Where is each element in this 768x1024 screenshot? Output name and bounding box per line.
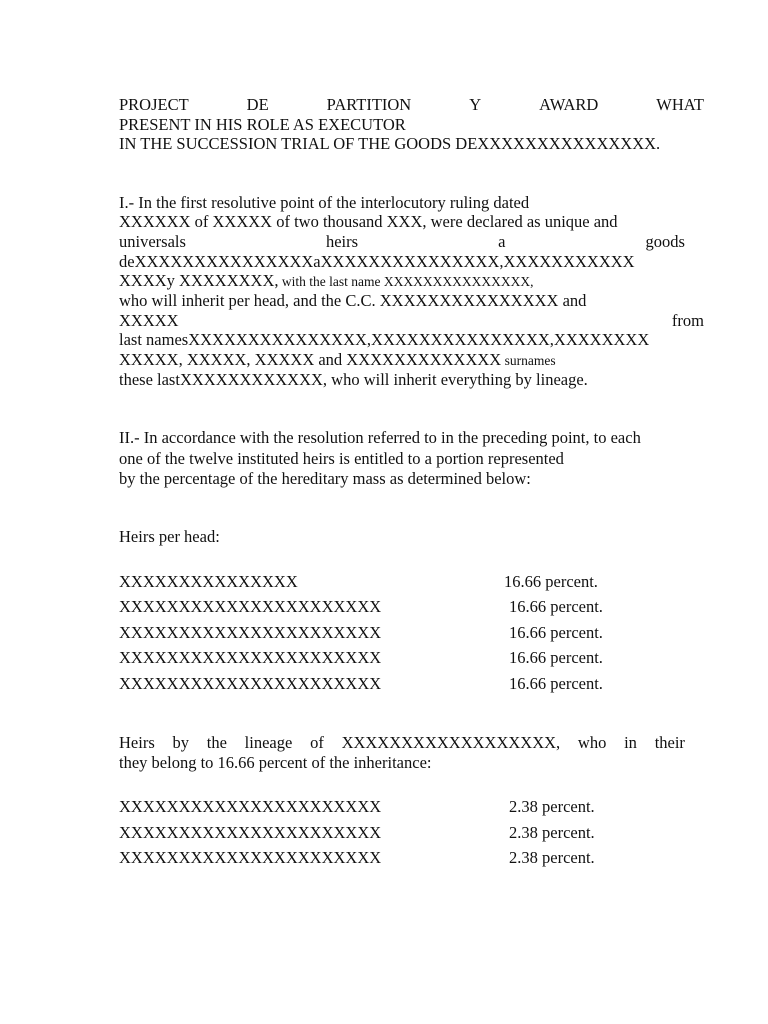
lineage-word: XXXXXXXXXXXXXXXXXX, [341, 733, 561, 752]
section-1-line-9-main: XXXXX, XXXXX, XXXXX and XXXXXXXXXXXXX [119, 350, 502, 369]
heir-name: XXXXXXXXXXXXXXX [119, 572, 298, 591]
heir-share: 16.66 percent. [509, 597, 603, 616]
section-1-line-5-main: XXXXy XXXXXXXX, [119, 271, 279, 290]
lineage-word: their [654, 733, 685, 752]
section-1-line-2: XXXXXX of XXXXX of two thousand XXX, were declared as unique and [119, 212, 618, 231]
heirs-by-lineage-line-1 [119, 733, 685, 753]
section-1-line-5-small: with the last name XXXXXXXXXXXXXXX, [278, 274, 534, 289]
heir-name: XXXXXXXXXXXXXXXXXXXXXX [119, 623, 382, 642]
section-1-line-7-right: from [671, 311, 704, 330]
section-2-line-1: II.- In accordance with the resolution referred to in the preceding point, to each [119, 428, 641, 447]
section-1-word: goods [645, 232, 685, 251]
lineage-heir-name: XXXXXXXXXXXXXXXXXXXXXX [119, 848, 382, 867]
heir-name: XXXXXXXXXXXXXXXXXXXXXX [119, 648, 382, 667]
section-1-line-8: last namesXXXXXXXXXXXXXXX,XXXXXXXXXXXXXXX,XXXXXXXX [119, 330, 650, 349]
section-1-line-9 [119, 350, 556, 371]
lineage-heir-share: 2.38 percent. [509, 797, 595, 816]
lineage-heir-share: 2.38 percent. [509, 823, 595, 842]
section-1-word: universals [119, 232, 186, 251]
section-1-line-7 [119, 311, 704, 331]
lineage-word: the [206, 733, 227, 752]
section-1-word: a [498, 232, 506, 251]
title-word: DE [246, 95, 269, 114]
heir-share: 16.66 percent. [509, 623, 603, 642]
heir-name: XXXXXXXXXXXXXXXXXXXXXX [119, 674, 382, 693]
heirs-per-head-label: Heirs per head: [119, 527, 220, 546]
lineage-heir-name: XXXXXXXXXXXXXXXXXXXXXX [119, 797, 382, 816]
title-word: PARTITION [326, 95, 412, 114]
lineage-word: by [172, 733, 189, 752]
section-1-line-3 [119, 232, 685, 252]
section-2-line-2: one of the twelve instituted heirs is entitled to a portion represented [119, 449, 564, 468]
heir-name: XXXXXXXXXXXXXXXXXXXXXX [119, 597, 382, 616]
lineage-heir-share: 2.38 percent. [509, 848, 595, 867]
lineage-word: lineage [244, 733, 293, 752]
section-2-line-3: by the percentage of the hereditary mass as determined below: [119, 469, 531, 488]
lineage-word: Heirs [119, 733, 155, 752]
section-1-line-10: these lastXXXXXXXXXXXX, who will inherit everything by lineage. [119, 370, 588, 389]
section-1-line-9-small: surnames [501, 353, 556, 368]
document-title-line-2: PRESENT IN HIS ROLE AS EXECUTOR [119, 115, 406, 134]
lineage-word: who [577, 733, 607, 752]
lineage-word: in [624, 733, 637, 752]
lineage-heir-name: XXXXXXXXXXXXXXXXXXXXXX [119, 823, 382, 842]
section-1-line-4: deXXXXXXXXXXXXXXXaXXXXXXXXXXXXXXX,XXXXXXXXXXX [119, 252, 635, 271]
section-1-line-5 [119, 271, 533, 292]
heir-share: 16.66 percent. [504, 572, 598, 591]
title-word: Y [469, 95, 482, 114]
heir-share: 16.66 percent. [509, 648, 603, 667]
title-word: PROJECT [119, 95, 189, 114]
section-1-line-1: I.- In the first resolutive point of the interlocutory ruling dated [119, 193, 530, 212]
section-1-line-6: who will inherit per head, and the C.C. XXXXXXXXXXXXXXX and [119, 291, 587, 310]
section-1-word: heirs [325, 232, 359, 251]
section-1-line-7-left: XXXXX [119, 311, 179, 330]
title-word: WHAT [656, 95, 704, 114]
title-word: AWARD [539, 95, 599, 114]
document-title-line-3: IN THE SUCCESSION TRIAL OF THE GOODS DEXXXXXXXXXXXXXXX. [119, 134, 661, 153]
document-title-line-1 [119, 95, 704, 115]
heirs-by-lineage-line-2: they belong to 16.66 percent of the inheritance: [119, 753, 432, 772]
lineage-word: of [310, 733, 324, 752]
heir-share: 16.66 percent. [509, 674, 603, 693]
